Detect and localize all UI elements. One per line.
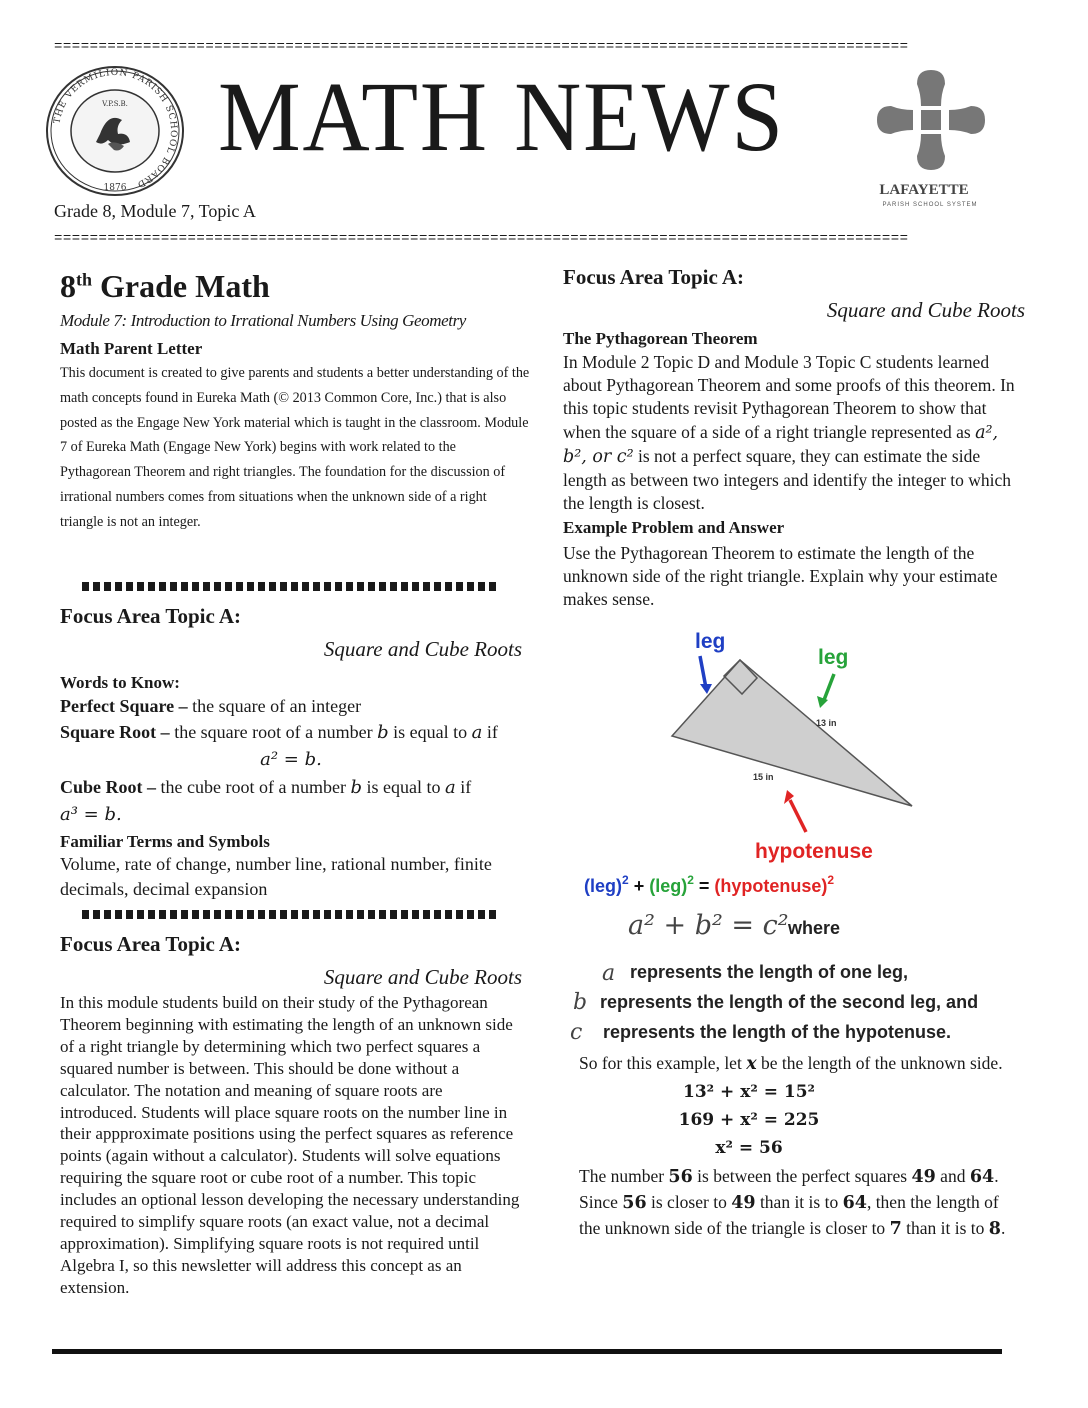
equation-line-2: 169 + x² = 225 xyxy=(678,1110,820,1130)
focus-area-1 xyxy=(60,604,522,902)
var-b: b xyxy=(573,990,588,1015)
focus-area-body: In this module students build on their study of the Pythagorean Theorem beginning with estimating the length of an unknown side of a right triangle by determining which two perfect squares a squared number is between. This should be done without a calculator. The notation and meaning of square roots are introduced. Students will place square roots on the number line in their appproximate positions using the perfect squares as reference points (again without a calculator). Students will solve equations requiring the square root or cube root of a number. This topic includes an optional lesson developing the necessary understanding required to simplify square roots (an exact value, not a decimal approximation). Simplifying square roots is not required until Algebra I, so this newsletter will address this concept as an extension. xyxy=(60,993,520,1297)
pythagorean-body: In Module 2 Topic D and Module 3 Topic C students learned about Pythagorean Theorem and some proofs of this theorem. In this topic students revisit Pythagorean Theorem to show that when the square of a side of a right triangle represented as a², b², or c² is not a perfect square, they can estimate the side length as between two integers and identify the integer to which the length is closest. xyxy=(563,352,1015,514)
masthead-subtitle: Grade 8, Module 7, Topic A xyxy=(54,201,256,221)
focus-area-heading: Focus Area Topic A: xyxy=(60,932,242,956)
dotted-divider-1 xyxy=(82,582,496,591)
worked-example xyxy=(579,1052,1009,1242)
focus-area-subtitle: Square and Cube Roots xyxy=(323,965,522,989)
conclusion-text: The number 56 is between the perfect squares 49 and 64. Since 56 is closer to 49 than it is to 64, then the length of the unknown side of the triangle is closer to 7 than it is to 8. xyxy=(579,1166,1006,1239)
square-root-equation: a² = b. xyxy=(260,749,322,770)
focus-area-subtitle: Square and Cube Roots xyxy=(826,298,1025,322)
perfect-square-definition: Perfect Square – the square of an integer xyxy=(60,696,362,716)
focus-area-2 xyxy=(60,932,522,1299)
cube-root-definition: Cube Root – the cube root of a number b is equal to a if xyxy=(60,777,472,798)
module-title: Module 7: Introduction to Irrational Numbers Using Geometry xyxy=(60,311,466,330)
svg-text:THE VERMILION PARISH SCHOOL BO: THE VERMILION PARISH SCHOOL BOARD xyxy=(52,67,179,190)
where-label: where xyxy=(788,918,841,938)
var-c-desc: represents the length of the hypotenuse. xyxy=(603,1022,952,1042)
var-a-desc: represents the length of one leg, xyxy=(630,962,909,982)
let-x-text: So for this example, let x be the length of the unknown side. xyxy=(579,1053,1003,1074)
pythagorean-formula: a² + b² = c² xyxy=(628,910,789,941)
svg-text:1876: 1876 xyxy=(103,183,127,193)
pythagorean-heading: The Pythagorean Theorem xyxy=(563,329,758,348)
grade-title: 8th Grade Math xyxy=(60,268,270,304)
svg-text:LAFAYETTE: LAFAYETTE xyxy=(879,182,969,198)
left-column xyxy=(60,268,530,535)
focus-area-heading: Focus Area Topic A: xyxy=(60,604,242,628)
leg-label-right: leg xyxy=(818,646,849,669)
hypotenuse-label: hypotenuse xyxy=(755,840,873,863)
parent-letter-body: This document is created to give parents and students a better understanding of the math concepts found in Eureka Math (© 2013 Common Core, Inc.) that is also posted as the Engage New York material which is taught in the classroom. Module 7 of Eureka Math (Engage New York) begins with work related to the Pythagorean Theorem and right triangles. The foundation for the discussion of irrational numbers comes from situations when the unknown side of a right triangle is not an integer. xyxy=(60,365,530,530)
side-13-label: 13 in xyxy=(816,718,837,728)
square-root-definition: Square Root – the square root of a number b is equal to a if xyxy=(60,722,498,743)
dotted-divider-2 xyxy=(82,910,496,919)
footer-rule xyxy=(52,1349,1002,1354)
example-body: Use the Pythagorean Theorem to estimate the length of the unknown side of the right triangle. Explain why your estimate makes sense. xyxy=(563,543,998,610)
var-c: c xyxy=(570,1020,583,1045)
parent-letter-heading: Math Parent Letter xyxy=(60,339,203,358)
triangle-shape xyxy=(672,660,912,806)
equation-line-3: x² = 56 xyxy=(715,1138,783,1158)
top-rule: ================================================================================================ xyxy=(54,40,909,54)
focus-area-subtitle: Square and Cube Roots xyxy=(323,637,522,661)
words-to-know-heading: Words to Know: xyxy=(60,673,180,692)
bottom-header-rule: ================================================================================================ xyxy=(54,232,909,246)
cube-root-equation: a³ = b. xyxy=(60,804,122,825)
right-column xyxy=(563,265,1025,611)
familiar-terms-body: Volume, rate of change, number line, rational number, finite decimals, decimal expansion xyxy=(60,854,492,899)
svg-text:PARISH SCHOOL SYSTEM: PARISH SCHOOL SYSTEM xyxy=(882,202,978,208)
school-board-seal-logo xyxy=(42,64,188,198)
leg-label-left: leg xyxy=(695,630,726,653)
equation-line-1: 13² + x² = 15² xyxy=(683,1082,815,1102)
lafayette-cross-logo xyxy=(866,66,996,210)
familiar-terms-heading: Familiar Terms and Symbols xyxy=(60,832,270,851)
word-equation: (leg)$^2$ + (leg)$^2$ = (hypotenuse)$^2$ xyxy=(584,873,835,896)
side-15-label: 15 in xyxy=(753,772,774,782)
svg-text:V.P.S.B.: V.P.S.B. xyxy=(102,100,128,108)
var-a: a xyxy=(602,961,616,986)
var-b-desc: represents the length of the second leg, and xyxy=(600,992,979,1012)
right-triangle-diagram xyxy=(560,626,1030,1046)
masthead-title: MATH NEWS xyxy=(218,61,785,172)
example-heading: Example Problem and Answer xyxy=(563,518,785,538)
focus-area-heading: Focus Area Topic A: xyxy=(563,265,745,289)
